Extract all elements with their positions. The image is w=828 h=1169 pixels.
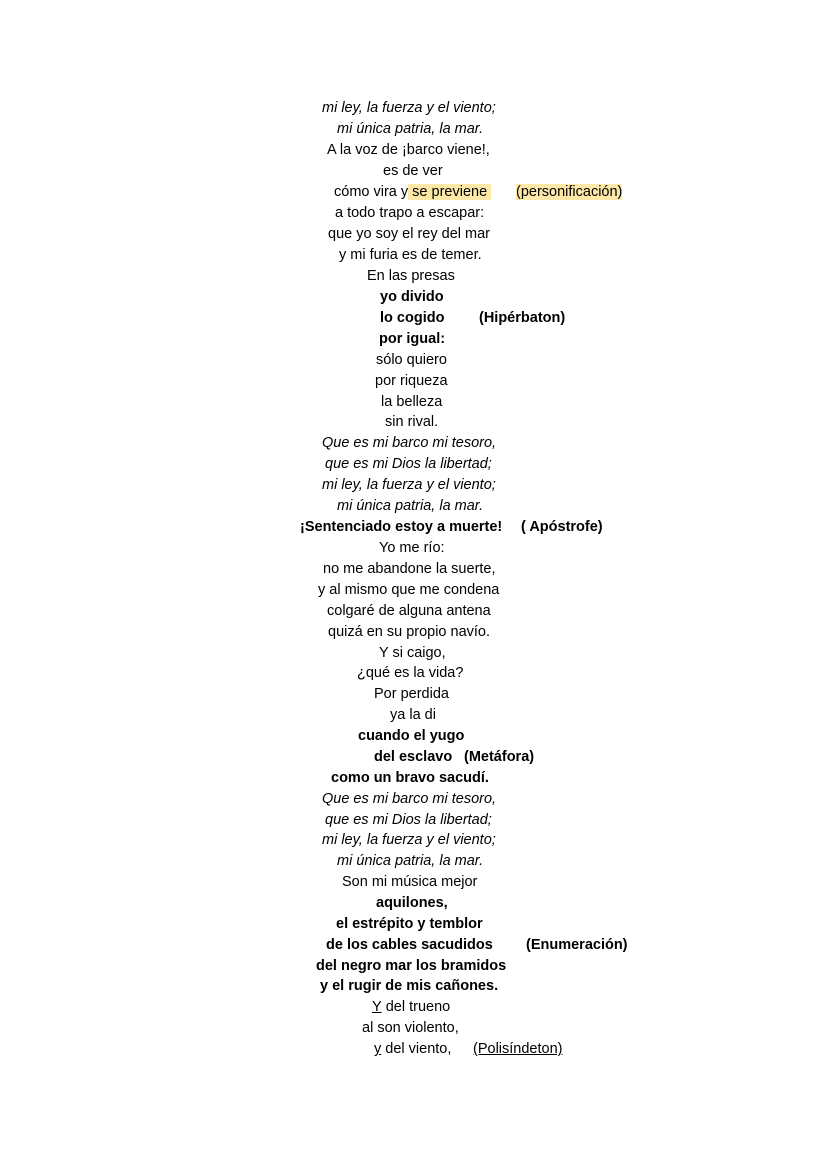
annotation-label: (Metáfora) (464, 749, 535, 765)
poem-text: del viento, (385, 1041, 452, 1057)
poem-line: ¿qué es la vida? (357, 665, 464, 681)
annotation-label: (Polisíndeton) (473, 1041, 563, 1057)
highlighted-annotation: (personificación) (516, 184, 623, 200)
poem-line: aquilones, (376, 895, 448, 911)
poem-line: a todo trapo a escapar: (335, 205, 485, 221)
annotation-label (516, 182, 622, 203)
poem-text: del trueno (385, 999, 451, 1015)
poem-line: de los cables sacudidos (326, 937, 493, 953)
poem-line: por igual: (379, 331, 446, 347)
poem-line: Y si caigo, (379, 645, 446, 661)
poem-line: Yo me río: (379, 540, 445, 556)
underlined-conjunction: Y (372, 999, 382, 1015)
poem-line: y al mismo que me condena (318, 582, 500, 598)
poem-line: que es mi Dios la libertad; (325, 812, 492, 828)
poem-line: y el rugir de mis cañones. (320, 978, 499, 994)
poem-line: mi ley, la fuerza y el viento; (322, 477, 496, 493)
poem-line: yo divido (380, 289, 444, 305)
poem-line: el estrépito y temblor (336, 916, 483, 932)
poem-line: sin rival. (385, 414, 439, 430)
poem-line: mi única patria, la mar. (337, 121, 484, 137)
poem-line: A la voz de ¡barco viene!, (327, 142, 490, 158)
poem-line: lo cogido (380, 310, 445, 326)
poem-line (372, 997, 450, 1018)
poem-line: como un bravo sacudí. (331, 770, 489, 786)
poem-line: mi única patria, la mar. (337, 498, 484, 514)
poem-line: sólo quiero (376, 352, 447, 368)
poem-line: por riqueza (375, 373, 448, 389)
annotation-label: (Enumeración) (526, 937, 628, 953)
poem-line: del esclavo (374, 749, 453, 765)
poem-line: del negro mar los bramidos (316, 958, 507, 974)
annotation-label: ( Apóstrofe) (521, 519, 603, 535)
poem-line: la belleza (381, 394, 443, 410)
poem-line: Son mi música mejor (342, 874, 478, 890)
poem-line (334, 182, 491, 203)
poem-line: Que es mi barco mi tesoro, (322, 791, 497, 807)
poem-line: mi única patria, la mar. (337, 853, 484, 869)
underlined-conjunction: y (374, 1041, 382, 1057)
poem-line: colgaré de alguna antena (327, 603, 491, 619)
poem-line: no me abandone la suerte, (323, 561, 496, 577)
poem-line: ya la di (390, 707, 436, 723)
poem-line: y mi furia es de temer. (339, 247, 482, 263)
poem-line: que yo soy el rey del mar (328, 226, 490, 242)
poem-line: En las presas (367, 268, 455, 284)
poem-line: que es mi Dios la libertad; (325, 456, 492, 472)
poem-line: es de ver (383, 163, 443, 179)
highlighted-text: se previene (408, 184, 491, 200)
poem-line: quizá en su propio navío. (328, 624, 491, 640)
poem-line: Que es mi barco mi tesoro, (322, 435, 497, 451)
poem-line: mi ley, la fuerza y el viento; (322, 100, 496, 116)
annotation-label: (Hipérbaton) (479, 310, 566, 326)
poem-line: al son violento, (362, 1020, 459, 1036)
poem-line: cuando el yugo (358, 728, 465, 744)
poem-line (374, 1039, 451, 1060)
poem-text: cómo vira y (334, 184, 409, 200)
poem-line: Por perdida (374, 686, 449, 702)
poem-line: ¡Sentenciado estoy a muerte! (300, 519, 503, 535)
poem-line: mi ley, la fuerza y el viento; (322, 832, 496, 848)
